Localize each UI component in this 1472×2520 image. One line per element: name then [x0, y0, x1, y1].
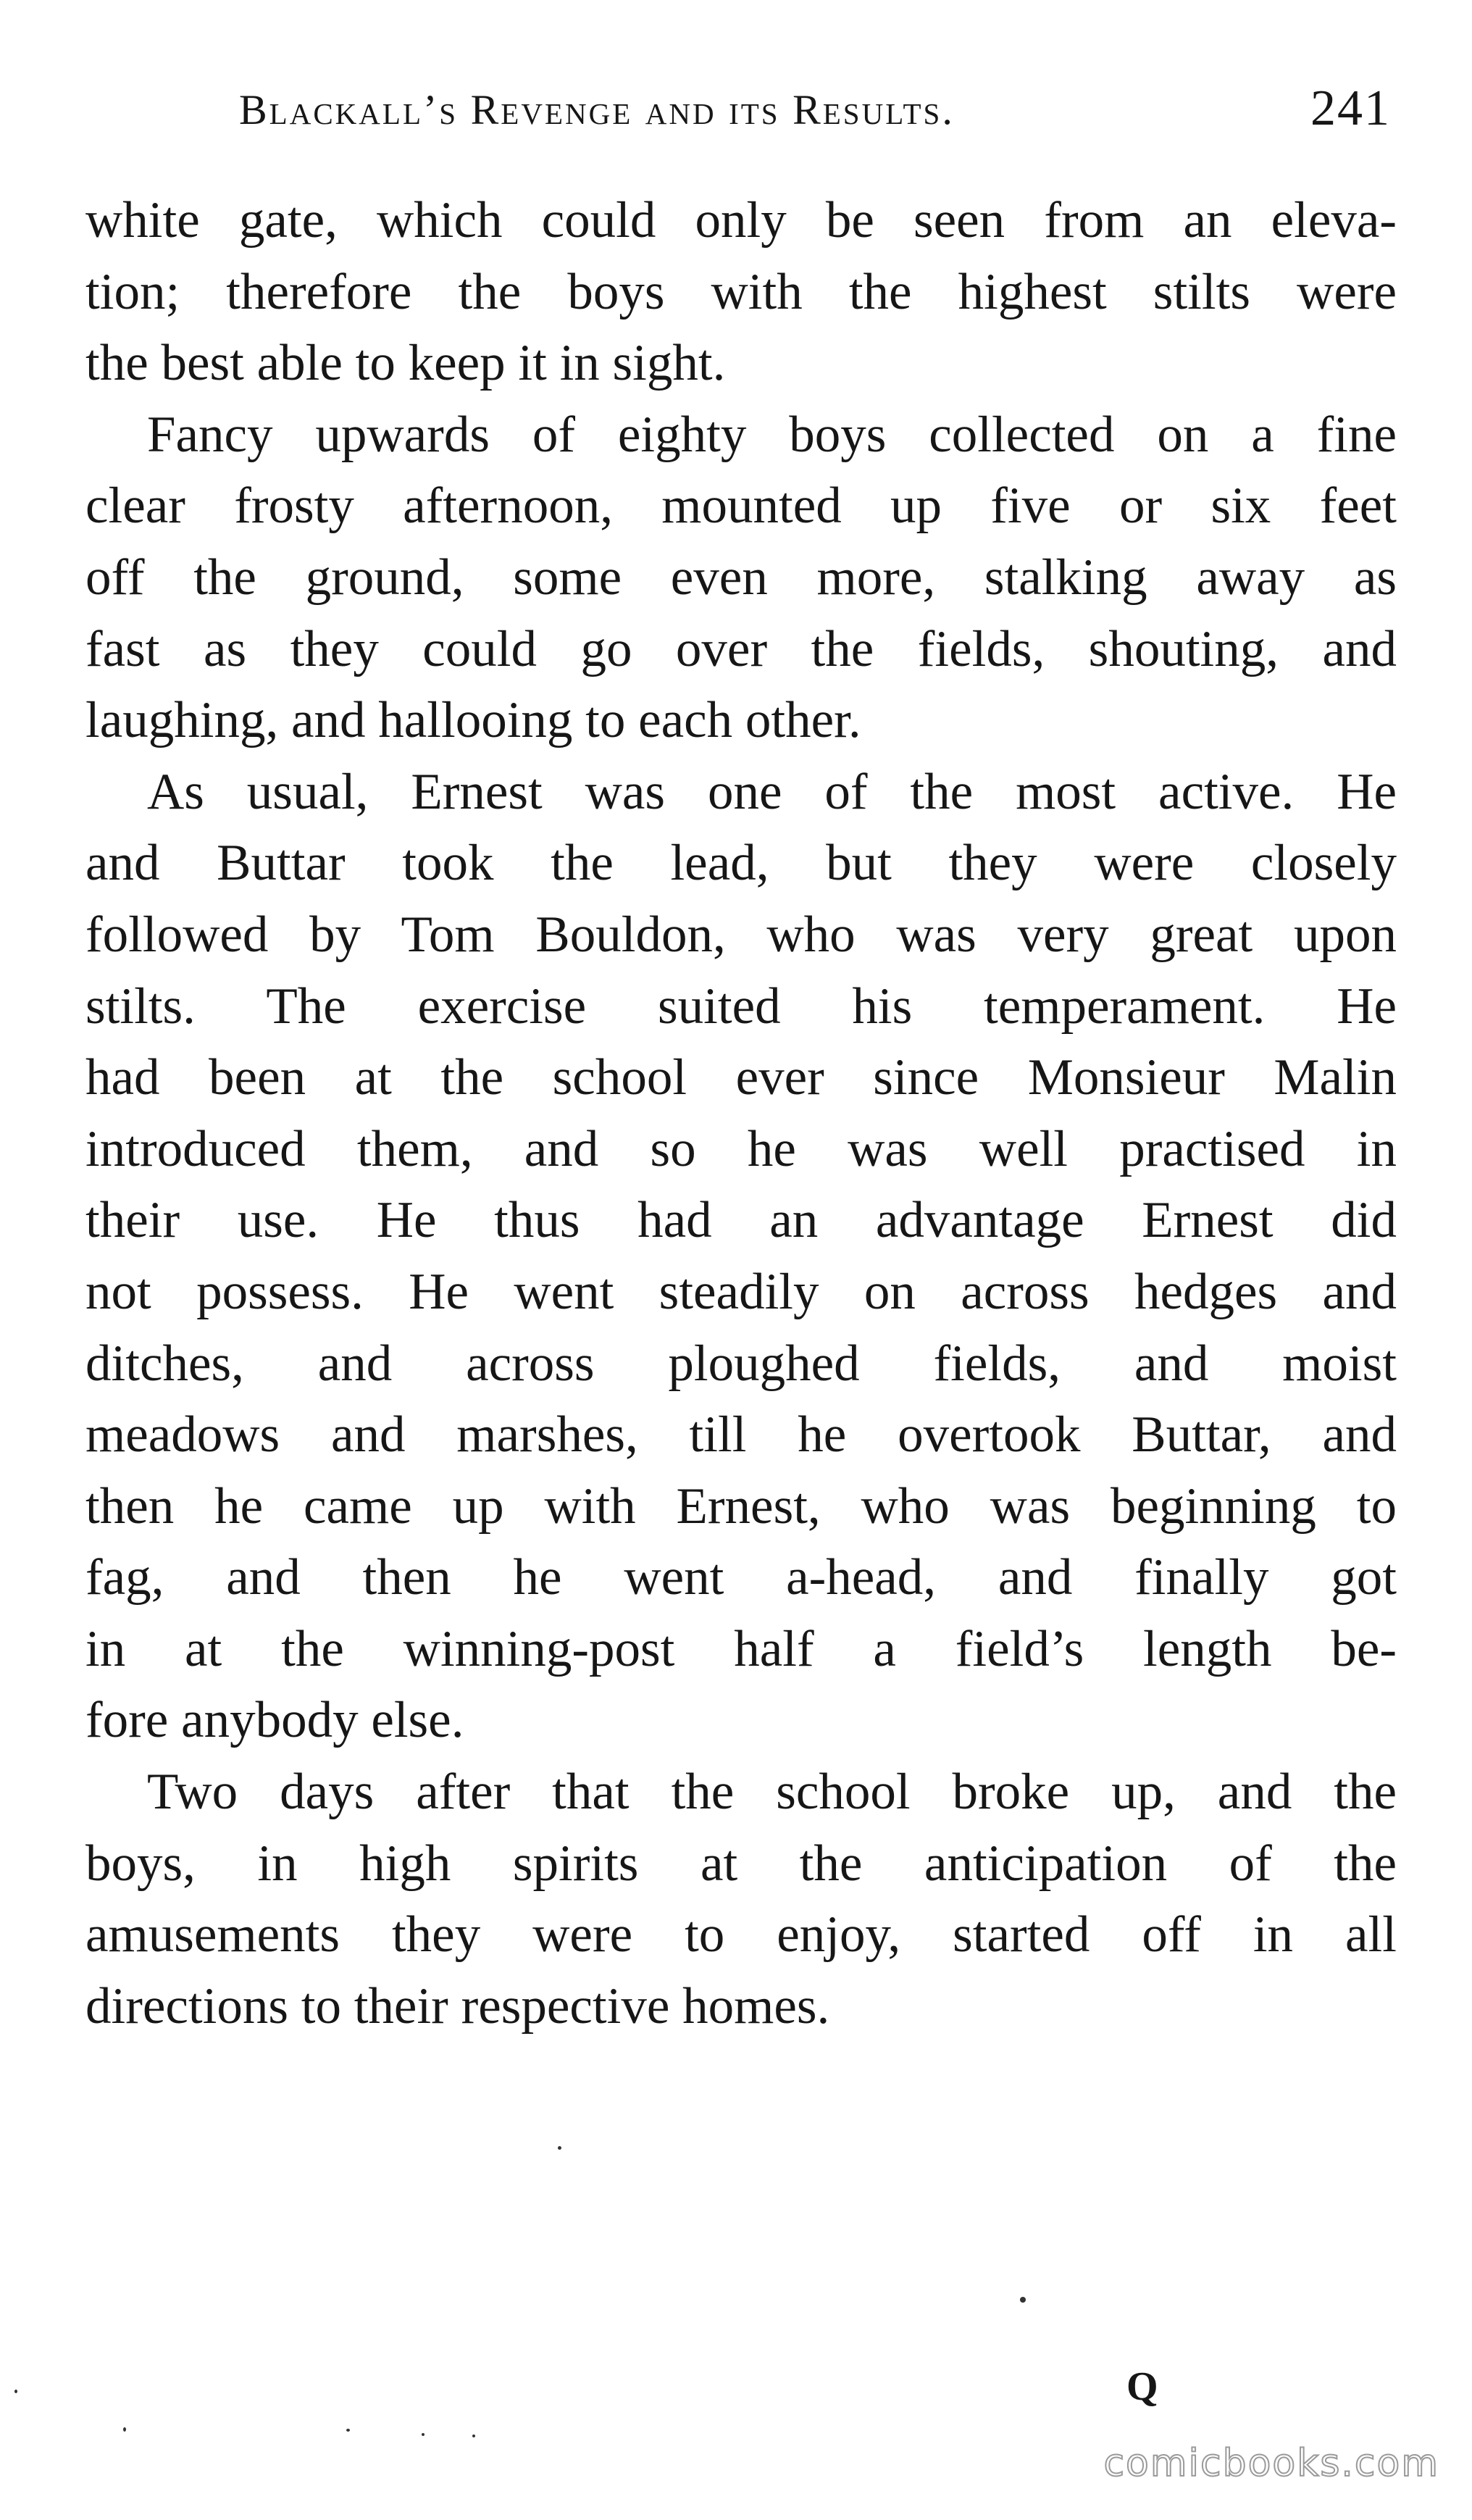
print-speck [123, 2427, 126, 2432]
print-speck [472, 2435, 475, 2437]
text-line: amusements they were to enjoy, started off in all [85, 1906, 1397, 1964]
text-line: in at the winning-post half a field’s length be- [85, 1620, 1397, 1677]
text-line: fore anybody else. [85, 1692, 464, 1749]
text-line: boys, in high spirits at the anticipation of the [85, 1835, 1397, 1892]
running-head [239, 80, 1405, 143]
text-line: tion; therefore the boys with the highest stilts were [85, 263, 1397, 320]
print-speck [1020, 2297, 1026, 2303]
text-line: Fancy upwards of eighty boys collected on a fine [147, 406, 1397, 463]
text-line: not possess. He went steadily on across hedges and [85, 1263, 1397, 1320]
text-line: fag, and then he went a-head, and finally got [85, 1549, 1397, 1606]
print-speck [558, 2146, 561, 2150]
text-line: followed by Tom Bouldon, who was very great upon [85, 906, 1397, 963]
print-speck [14, 2390, 17, 2393]
text-line: stilts. The exercise suited his temperament. He [85, 977, 1397, 1035]
text-line: ditches, and across ploughed fields, and moist [85, 1335, 1397, 1392]
text-line: meadows and marshes, till he overtook Buttar, and [85, 1406, 1397, 1464]
signature-mark: Q [1126, 2364, 1158, 2409]
page-number: 241 [1310, 80, 1391, 136]
text-line: introduced them, and so he was well practised in [85, 1120, 1397, 1177]
text-line: then he came up with Ernest, who was beginning to [85, 1477, 1397, 1535]
watermark: comicbooks.com [1103, 2442, 1439, 2485]
text-line: white gate, which could only be seen from an eleva- [85, 192, 1397, 249]
text-line: and Buttar took the lead, but they were closely [85, 835, 1397, 892]
running-title: Blackall’s Revenge and its Results. [239, 86, 955, 133]
text-line: As usual, Ernest was one of the most active. He [147, 763, 1397, 820]
text-line: off the ground, some even more, stalking away as [85, 548, 1397, 606]
text-line: their use. He thus had an advantage Ernest did [85, 1192, 1397, 1249]
text-line: the best able to keep it in sight. [85, 335, 726, 392]
body-text [85, 185, 1397, 2042]
text-line: laughing, and hallooing to each other. [85, 692, 861, 749]
text-line: had been at the school ever since Monsieur Malin [85, 1049, 1397, 1106]
text-line: clear frosty afternoon, mounted up five or six feet [85, 477, 1397, 535]
print-speck [346, 2429, 350, 2432]
print-speck [422, 2433, 425, 2436]
text-line: Two days after that the school broke up, and the [147, 1764, 1397, 1821]
text-line: fast as they could go over the fields, shouting, and [85, 620, 1397, 677]
text-line: directions to their respective homes. [85, 1977, 830, 2035]
